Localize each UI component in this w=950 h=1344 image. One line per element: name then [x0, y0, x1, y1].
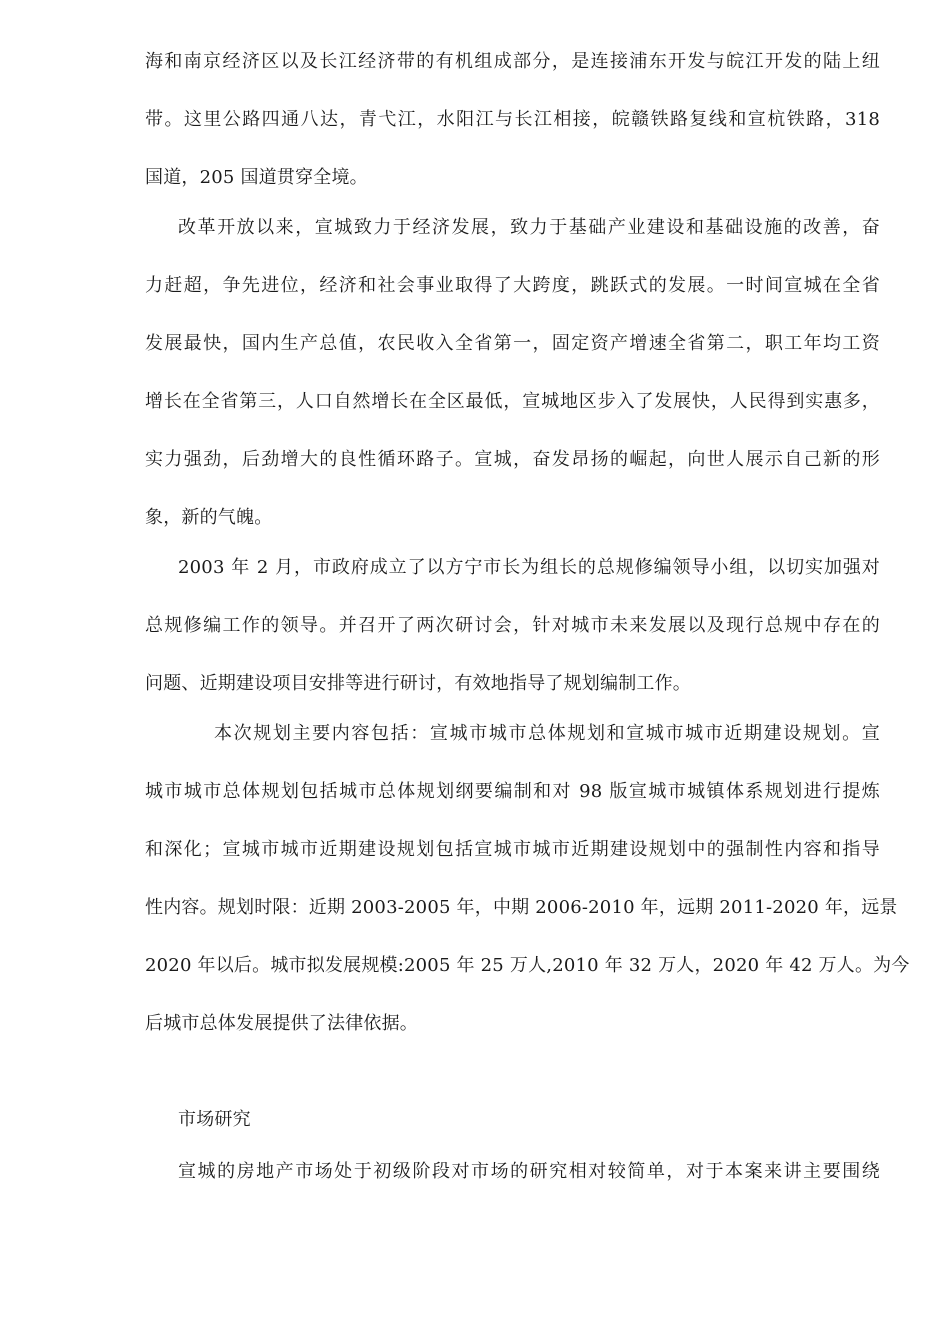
paragraph-3-line-3: 问题、近期建设项目安排等进行研讨，有效地指导了规划编制工作。	[145, 673, 691, 694]
paragraph-4-line-3: 和深化；宣城市城市近期建设规划包括宣城市城市近期建设规划中的强制性内容和指导	[145, 839, 880, 860]
paragraph-4-line-1: 本次规划主要内容包括：宣城市城市总体规划和宣城市城市近期建设规划。宣	[214, 723, 880, 744]
paragraph-1-line-2: 带。这里公路四通八达，青弋江，水阳江与长江相接，皖赣铁路复线和宣杭铁路，318	[145, 109, 880, 130]
paragraph-2-line-5: 实力强劲，后劲增大的良性循环路子。宣城，奋发昂扬的崛起，向世人展示自己新的形	[145, 449, 880, 470]
paragraph-3-line-1: 2003 年 2 月，市政府成立了以方宁市长为组长的总规修编领导小组，以切实加强对	[178, 557, 880, 578]
section-heading: 市场研究	[178, 1109, 251, 1130]
paragraph-4-line-4: 性内容。规划时限：近期 2003-2005 年，中期 2006-2010 年，远期 2011-2020 年，远景	[145, 897, 898, 918]
paragraph-3-line-2: 总规修编工作的领导。并召开了两次研讨会，针对城市未来发展以及现行总规中存在的	[145, 615, 880, 636]
paragraph-4-line-6: 后城市总体发展提供了法律依据。	[145, 1013, 418, 1034]
paragraph-2-line-2: 力赶超，争先进位，经济和社会事业取得了大跨度，跳跃式的发展。一时间宣城在全省	[145, 275, 880, 296]
paragraph-2-line-4: 增长在全省第三，人口自然增长在全区最低，宣城地区步入了发展快，人民得到实惠多，	[145, 391, 880, 412]
paragraph-2-line-3: 发展最快，国内生产总值，农民收入全省第一，固定资产增速全省第二，职工年均工资	[145, 333, 880, 354]
paragraph-5-line-1: 宣城的房地产市场处于初级阶段对市场的研究相对较简单，对于本案来讲主要围绕	[178, 1161, 880, 1182]
paragraph-2-line-6: 象，新的气魄。	[145, 507, 273, 528]
paragraph-4-line-2: 城市城市总体规划包括城市总体规划纲要编制和对 98 版宣城市城镇体系规划进行提炼	[145, 781, 880, 802]
paragraph-2-line-1: 改革开放以来，宣城致力于经济发展，致力于基础产业建设和基础设施的改善，奋	[178, 217, 880, 238]
paragraph-1-line-3: 国道，205 国道贯穿全境。	[145, 167, 368, 188]
paragraph-4-line-5: 2020 年以后。城市拟发展规模:2005 年 25 万人,2010 年 32 万人，2020 年 42 万人。为今	[145, 955, 910, 976]
paragraph-1-line-1: 海和南京经济区以及长江经济带的有机组成部分，是连接浦东开发与皖江开发的陆上纽	[145, 51, 880, 72]
